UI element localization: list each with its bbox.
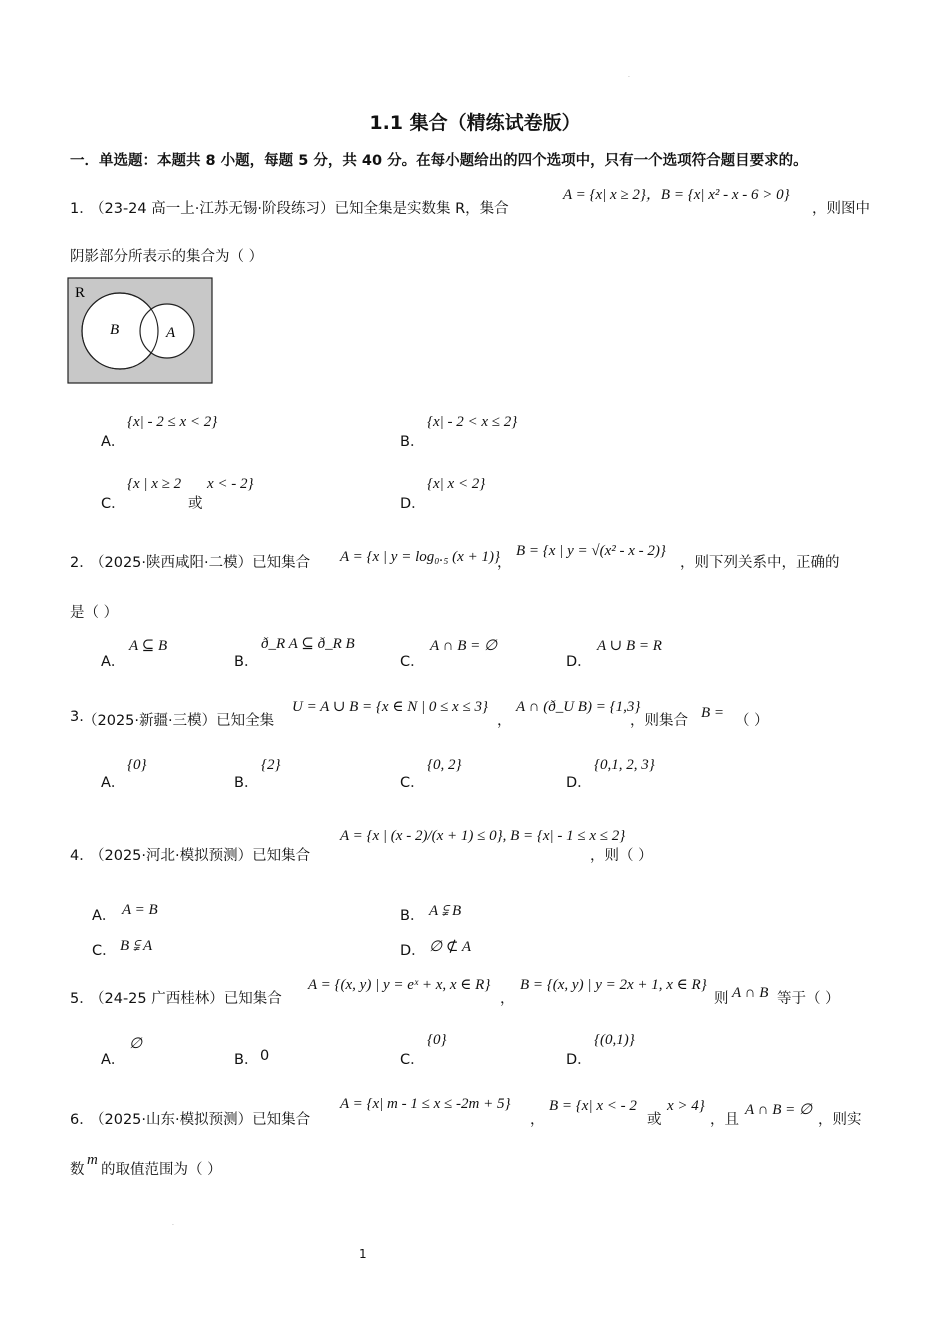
- option-label-c: C．: [400, 654, 425, 670]
- variable-m: m: [87, 1152, 98, 1168]
- venn-label-b: B: [110, 322, 120, 338]
- option-label-d: D．: [400, 496, 426, 512]
- question-text: ，则图中: [812, 201, 870, 217]
- option-label-b: B．: [400, 434, 425, 450]
- separator: ，: [500, 991, 515, 1007]
- option-a[interactable]: A ⊆ B: [129, 638, 168, 654]
- question-number: 3.: [70, 709, 84, 725]
- math-expression: U = A ∪ B = {x ∈ N | 0 ≤ x ≤ 3}: [292, 699, 488, 715]
- top-mark: ·: [628, 74, 630, 81]
- question-number: 6．: [70, 1112, 94, 1128]
- math-expression: A = {x| m - 1 ≤ x ≤ -2m + 5}: [340, 1096, 511, 1112]
- question-text: ，则下列关系中，正确的: [680, 555, 840, 571]
- math-expression-4: A ∩ B = ∅: [745, 1102, 813, 1118]
- option-label-d: D．: [566, 775, 592, 791]
- question-text-end: （ ）: [735, 713, 769, 729]
- separator: ，: [497, 555, 512, 571]
- option-b[interactable]: {2}: [261, 757, 281, 773]
- venn-label-a: A: [166, 325, 176, 341]
- question-text-line2: 是（ ）: [70, 605, 119, 621]
- option-a[interactable]: {0}: [127, 757, 147, 773]
- option-b[interactable]: 0: [260, 1048, 270, 1064]
- or-text: 或: [647, 1112, 662, 1128]
- math-expression-3: A ∩ B: [732, 985, 769, 1001]
- separator: ，: [497, 713, 512, 729]
- math-expression-2: A ∩ (ð_U B) = {1,3}: [516, 699, 641, 715]
- separator: ，: [530, 1112, 545, 1128]
- question-number: 4．: [70, 848, 94, 864]
- option-d[interactable]: {x| x < 2}: [427, 476, 486, 492]
- question-number: 1．: [70, 201, 94, 217]
- page-title: 1.1 集合（精练试卷版）: [369, 112, 581, 134]
- question-text: ，则（ ）: [590, 848, 653, 864]
- option-label-a: A．: [101, 775, 126, 791]
- option-label-a: A．: [92, 908, 117, 924]
- section-heading: 一．单选题：本题共 8 小题，每题 5 分，共 40 分。在每小题给出的四个选项中，只有一个选项符合题目要求的。: [70, 153, 808, 169]
- option-b[interactable]: {x| - 2 < x ≤ 2}: [427, 414, 518, 430]
- option-label-a: A．: [101, 654, 126, 670]
- option-c[interactable]: A ∩ B = ∅: [430, 638, 498, 654]
- question-source: （23-24 高一上·江苏无锡·阶段练习）已知全集是实数集 R，集合: [90, 201, 509, 217]
- question-text-end: 等于（ ）: [777, 991, 840, 1007]
- bottom-mark: ·: [172, 1222, 174, 1229]
- option-b[interactable]: ð_R A ⊆ ð_R B: [261, 636, 355, 652]
- option-label-a: A．: [101, 1052, 126, 1068]
- option-label-d: D．: [400, 943, 426, 959]
- option-label-b: B．: [234, 1052, 259, 1068]
- question-text: ，则集合: [630, 713, 688, 729]
- question-number: 5．: [70, 991, 94, 1007]
- math-expression-2: B = {x| x < - 2: [549, 1098, 637, 1114]
- option-d[interactable]: ∅ ⊄ A: [429, 939, 472, 955]
- math-expression-2: B = {x | y = √(x² - x - 2)}: [516, 543, 666, 559]
- option-c[interactable]: {x | x ≥ 2: [127, 476, 182, 492]
- option-a[interactable]: ∅: [129, 1036, 143, 1052]
- option-d[interactable]: {(0,1)}: [594, 1032, 635, 1048]
- question-source: （2025·新疆·三模）已知全集: [83, 713, 275, 729]
- question-source: （2025·陕西咸阳·二模）已知集合: [90, 555, 311, 571]
- page-number: 1: [359, 1247, 367, 1261]
- math-expression: A = {x| x ≥ 2}，B = {x| x² - x - 6 > 0}: [563, 187, 790, 203]
- option-c-or: 或: [188, 496, 203, 512]
- math-expression-3: B =: [701, 705, 725, 721]
- venn-label-universe: R: [75, 285, 86, 301]
- math-expression: A = {(x, y) | y = eˣ + x, x ∈ R}: [308, 977, 491, 993]
- math-expression: A = {x | (x - 2)/(x + 1) ≤ 0}, B = {x| - 1 ≤ x ≤ 2}: [340, 828, 626, 844]
- option-c-part2: x < - 2}: [207, 476, 254, 492]
- question-source: （2025·山东·模拟预测）已知集合: [90, 1112, 311, 1128]
- option-c[interactable]: {0, 2}: [427, 757, 462, 773]
- option-label-b: B．: [400, 908, 425, 924]
- option-d[interactable]: {0,1, 2, 3}: [594, 757, 655, 773]
- option-label-b: B．: [234, 775, 259, 791]
- math-expression-2: B = {(x, y) | y = 2x + 1, x ∈ R}: [520, 977, 707, 993]
- option-label-c: C．: [101, 496, 126, 512]
- option-a[interactable]: {x| - 2 ≤ x < 2}: [127, 414, 218, 430]
- option-label-c: C．: [400, 775, 425, 791]
- venn-diagram: [67, 277, 214, 385]
- math-expression-3: x > 4}: [667, 1098, 705, 1114]
- question-text: ，且: [710, 1112, 739, 1128]
- question-text-line2-end: 的取值范围为（ ）: [101, 1162, 222, 1178]
- option-c[interactable]: B ⫋ A: [120, 938, 153, 954]
- question-text-end: ，则实: [818, 1112, 862, 1128]
- question-source: （24-25 广西桂林）已知集合: [90, 991, 282, 1007]
- option-label-c: C．: [400, 1052, 425, 1068]
- option-label-b: B．: [234, 654, 259, 670]
- option-label-d: D．: [566, 654, 592, 670]
- option-label-d: D．: [566, 1052, 592, 1068]
- option-a[interactable]: A = B: [122, 902, 158, 918]
- question-source: （2025·河北·模拟预测）已知集合: [90, 848, 311, 864]
- option-label-a: A．: [101, 434, 126, 450]
- option-label-c: C．: [92, 943, 117, 959]
- question-number: 2．: [70, 555, 94, 571]
- question-text-line2: 阴影部分所表示的集合为（ ）: [70, 249, 264, 265]
- math-expression: A = {x | y = log₀.₅ (x + 1)}: [340, 549, 500, 565]
- option-c[interactable]: {0}: [427, 1032, 447, 1048]
- question-text: 则: [714, 991, 729, 1007]
- question-text-line2: 数: [70, 1162, 85, 1178]
- option-b[interactable]: A ⫋ B: [429, 903, 462, 919]
- option-d[interactable]: A ∪ B = R: [597, 638, 662, 654]
